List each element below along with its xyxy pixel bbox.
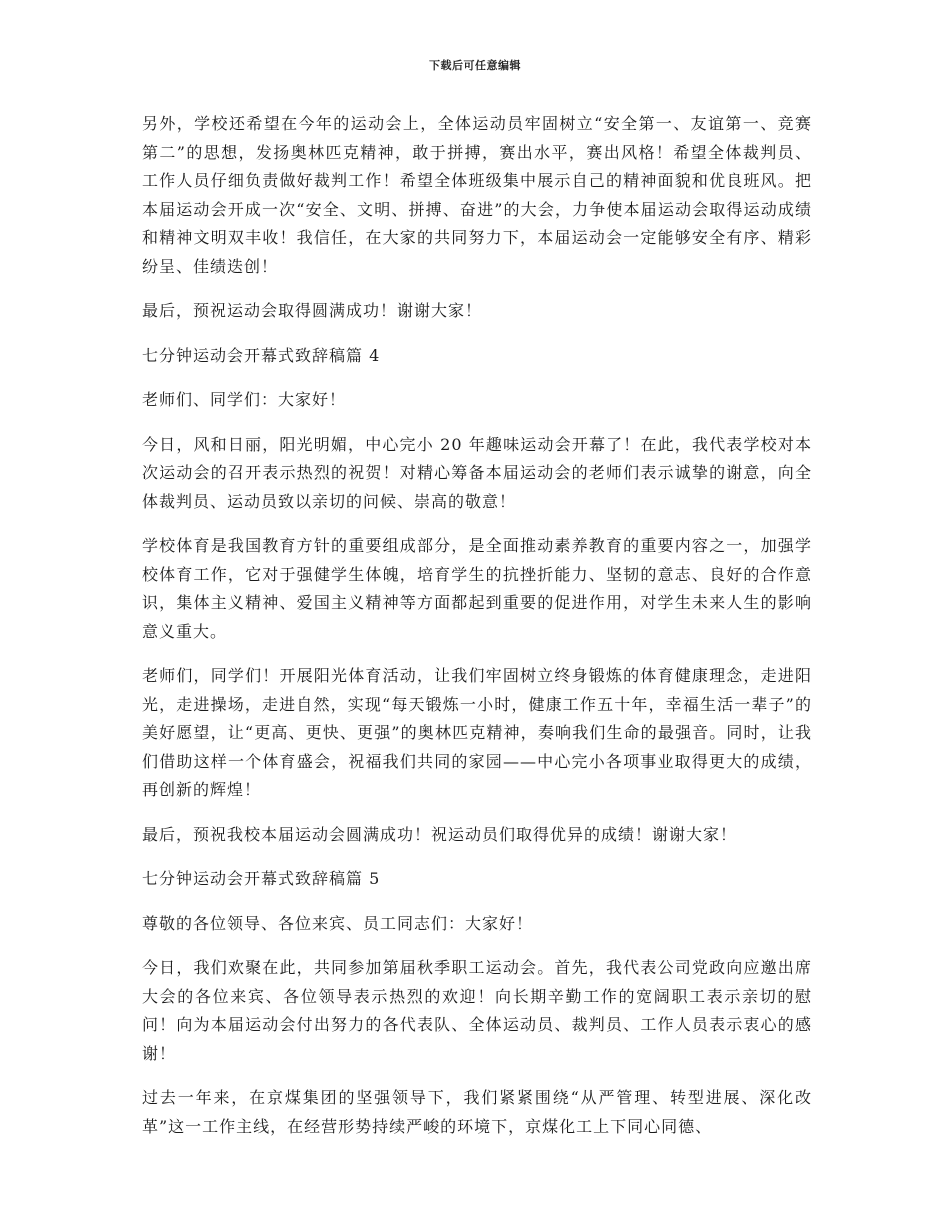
paragraph: 老师们、同学们：大家好！ (142, 390, 347, 409)
paragraph: 尊敬的各位领导、各位来宾、员工同志们：大家好！ (142, 913, 534, 933)
paragraph: 另外，学校还希望在今年的运动会上，全体运动员牢固树立“安全第一、友谊第一、竞赛第二”的思想，发扬奥林匹克精神，敢于拼搏，赛出水平，赛出风格！希望全体裁判员、工作人员仔细负责做好裁判工作！希望全体班级集中展示自己的精神面貌和优良班风。把本届运动会开成一次“安全、文明、拼搏、奋进”的大会，力争使本届运动会取得运动成绩和精神文明双丰收！我信任，在大家的共同努力下，本届运动会一定能够安全有序、精彩纷呈、佳绩迭创！ (142, 114, 812, 276)
header-note: 下载后可任意编辑 (429, 59, 521, 72)
section-heading: 七分钟运动会开幕式致辞稿篇 5 (142, 869, 381, 888)
document-body (142, 110, 812, 1157)
paragraph: 学校体育是我国教育方针的重要组成部分，是全面推动素养教育的重要内容之一，加强学校体育工作，它对于强健学生体魄，培育学生的抗挫折能力、坚韧的意志、良好的合作意识，集体主义精神、爱国主义精神等方面都起到重要的促进作用，对学生未来人生的影响意义重大。 (142, 536, 812, 641)
paragraph: 最后，预祝运动会取得圆满成功！谢谢大家！ (142, 301, 483, 320)
paragraph: 今日，我们欢聚在此，共同参加第届秋季职工运动会。首先，我代表公司党政向应邀出席大会的各位来宾、各位领导表示热烈的欢迎！向长期辛勤工作的宽阔职工表示亲切的慰问！向为本届运动会付出努力的各代表队、全体运动员、裁判员、工作人员表示衷心的感谢！ (142, 958, 812, 1063)
section-heading: 七分钟运动会开幕式致辞稿篇 4 (142, 345, 381, 365)
paragraph: 过去一年来，在京煤集团的坚强领导下，我们紧紧围绕“从严管理、转型进展、深化改革”这一工作主线，在经营形势持续严峻的环境下，京煤化工上下同心同德、 (142, 1088, 812, 1136)
paragraph: 最后，预祝我校本届运动会圆满成功！祝运动员们取得优异的成绩！谢谢大家！ (142, 824, 738, 844)
paragraph: 今日，风和日丽，阳光明媚，中心完小 20 年趣味运动会开幕了！在此，我代表学校对本次运动会的召开表示热烈的祝贺！对精心筹备本届运动会的老师们表示诚挚的谢意，向全体裁判员、运动员致以亲切的问候、崇高的敬意！ (142, 434, 812, 511)
paragraph: 老师们，同学们！开展阳光体育活动，让我们牢固树立终身锻炼的体育健康理念，走进阳光，走进操场，走进自然，实现“每天锻炼一小时，健康工作五十年，幸福生活一辈子”的美好愿望，让“更高、更快、更强”的奥林匹克精神，奏响我们生命的最强音。同时，让我们借助这样一个体育盛会，祝福我们共同的家园——中心完小各项事业取得更大的成绩，再创新的辉煌！ (142, 666, 812, 799)
